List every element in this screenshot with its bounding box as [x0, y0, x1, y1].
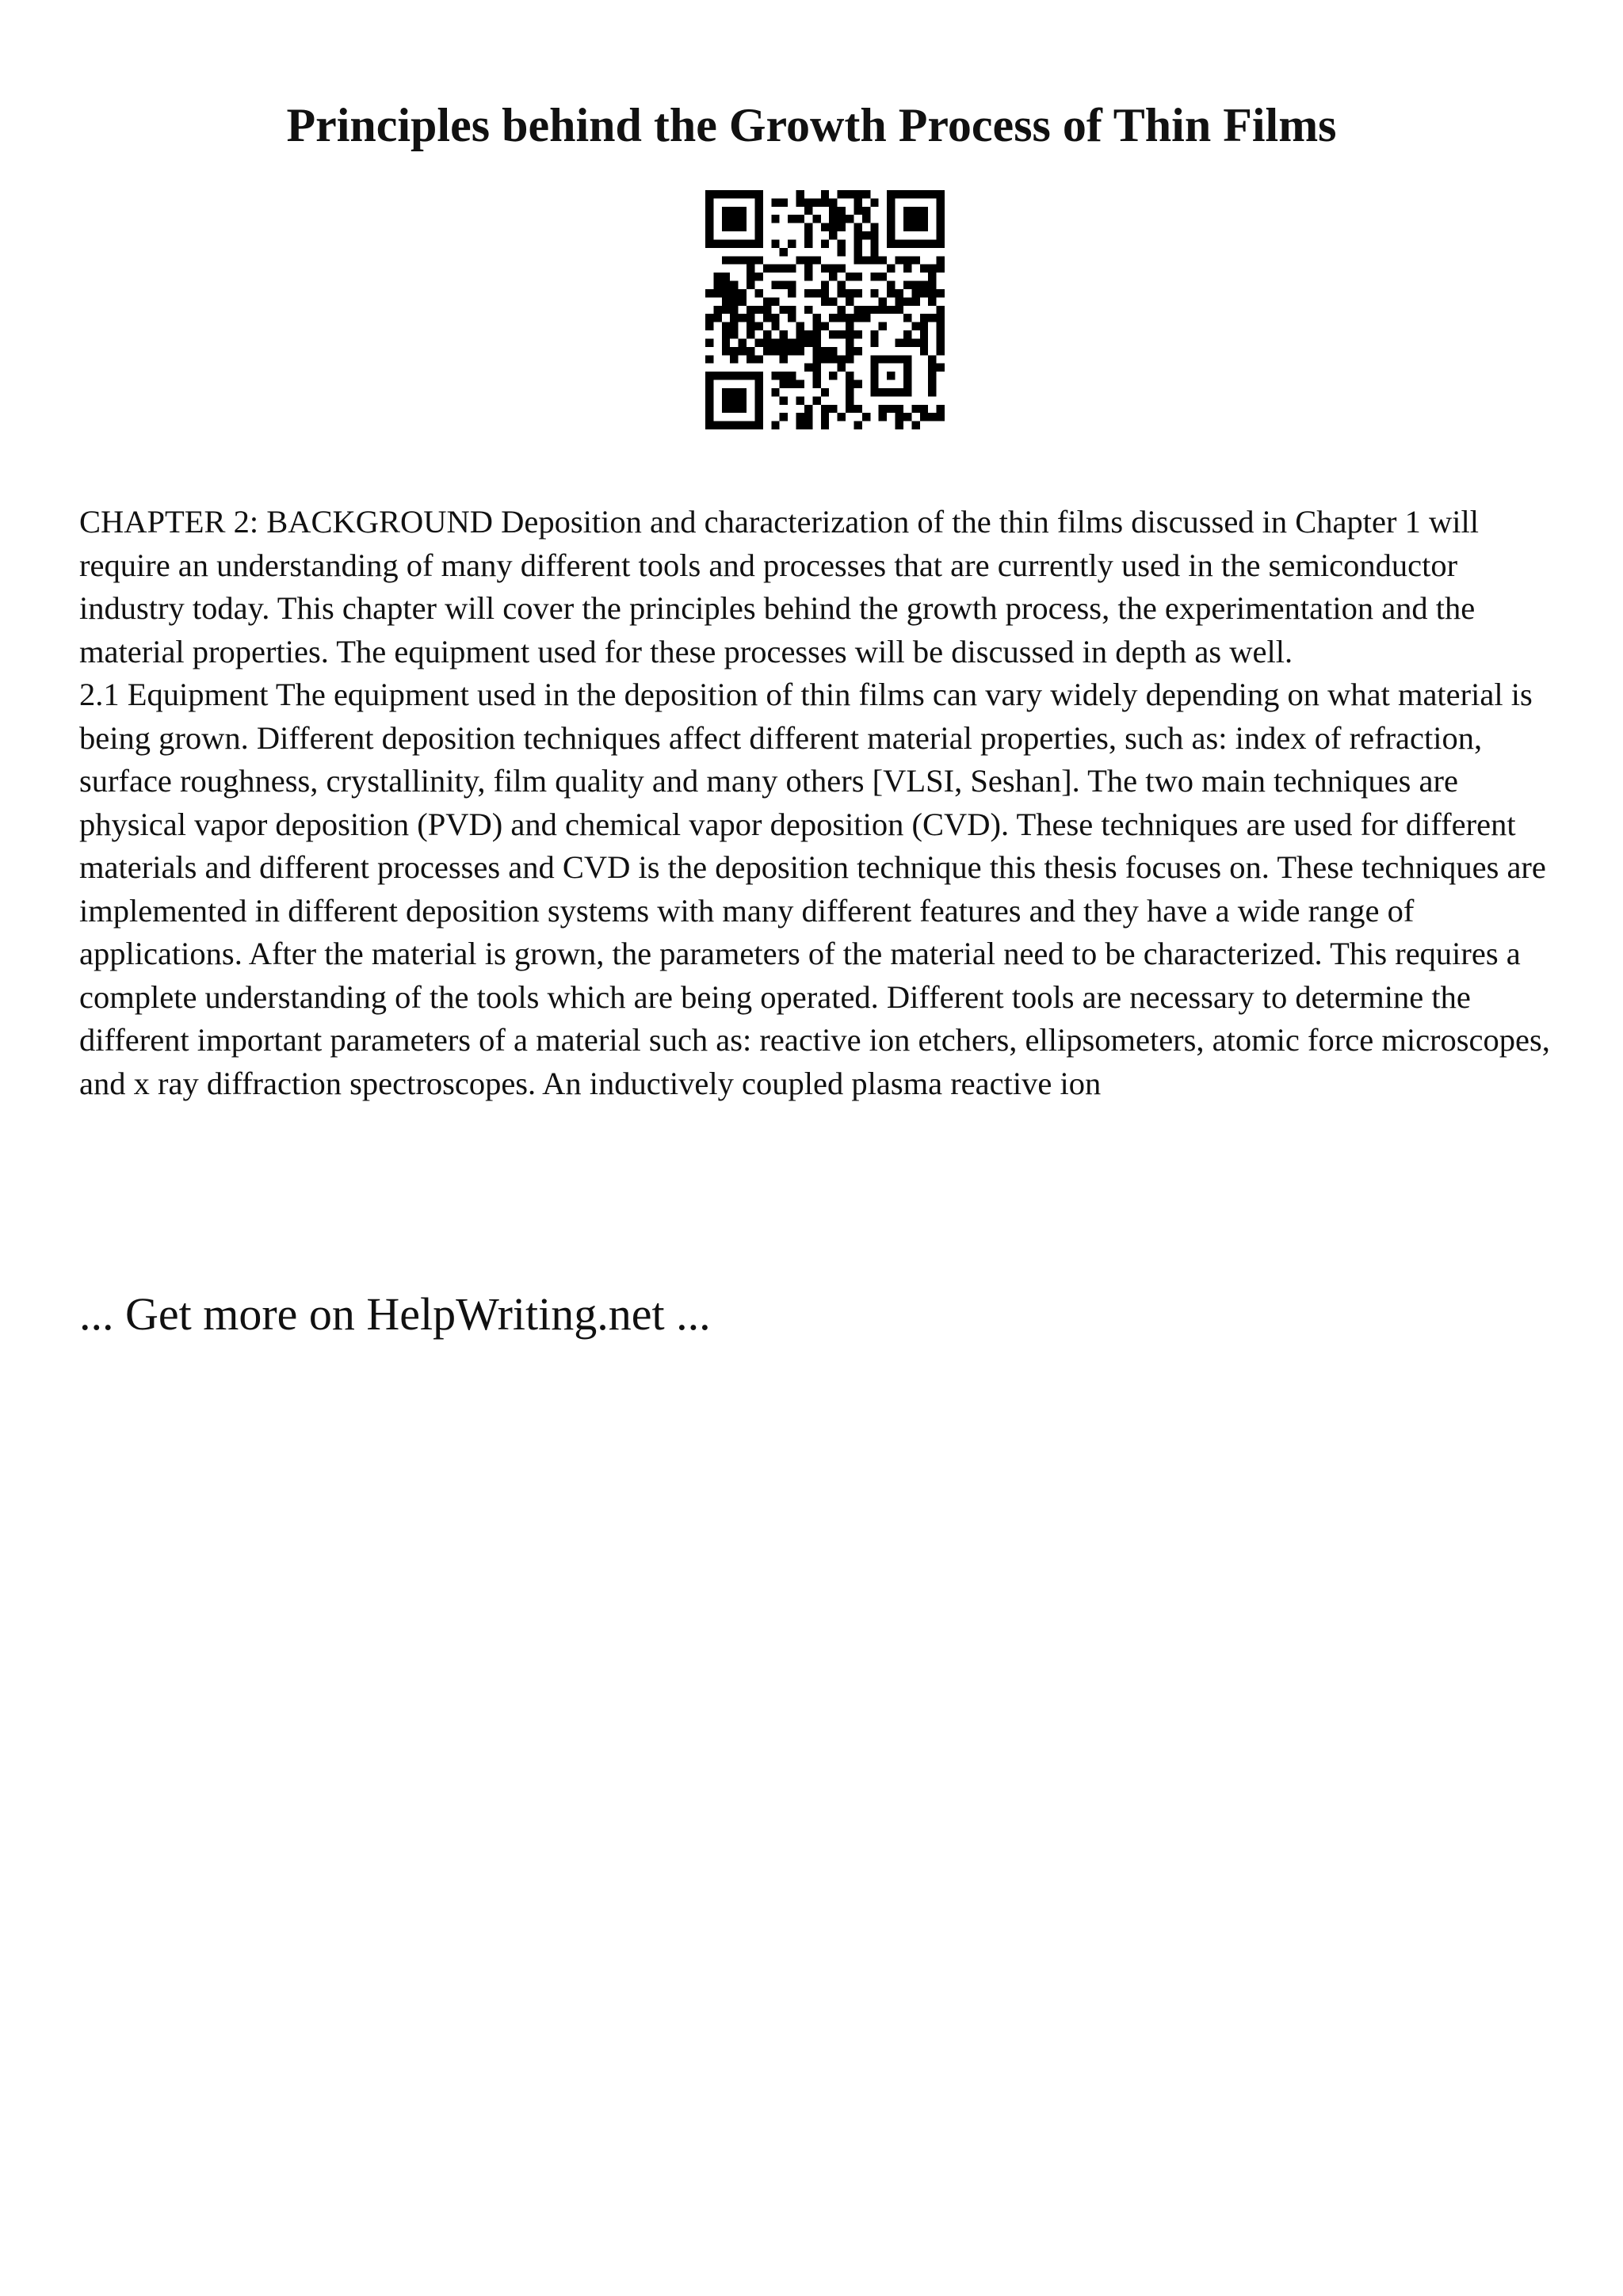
get-more-link[interactable]: ... Get more on HelpWriting.net ... [79, 1288, 711, 1340]
paragraph-background: CHAPTER 2: BACKGROUND Deposition and characterization of the thin films discussed in Chapter 1 will require an understanding of many different tools and processes that are currently used in the semiconductor industry today. This chapter will cover the principles behind the growth process, the experimentation and the material properties. The equipment used for these processes will be discussed in depth as well. [79, 504, 1480, 669]
document-title: Principles behind the Growth Process of Thin Films [286, 99, 1337, 151]
document-body [79, 501, 1553, 1105]
qr-code-icon [705, 190, 945, 429]
paragraph-equipment: 2.1 Equipment The equipment used in the deposition of thin films can vary widely depending on what material is being grown. Different deposition techniques affect different material properties, such as: index of refraction, surface roughness, crystallinity, film quality and many others [VLSI, Seshan]. The two main techniques are physical vapor deposition (PVD) and chemical vapor deposition (CVD). These techniques are used for different materials and different processes and CVD is the deposition technique this thesis focuses on. These techniques are implemented in different deposition systems with many different features and they have a wide range of applications. After the material is grown, the parameters of the material need to be characterized. This requires a complete understanding of the tools which are being operated. Different tools are necessary to determine the different important parameters of a material such as: reactive ion etchers, ellipsometers, atomic force microscopes, and x ray diffraction spectroscopes. An inductively coupled plasma reactive ion [79, 677, 1550, 1101]
